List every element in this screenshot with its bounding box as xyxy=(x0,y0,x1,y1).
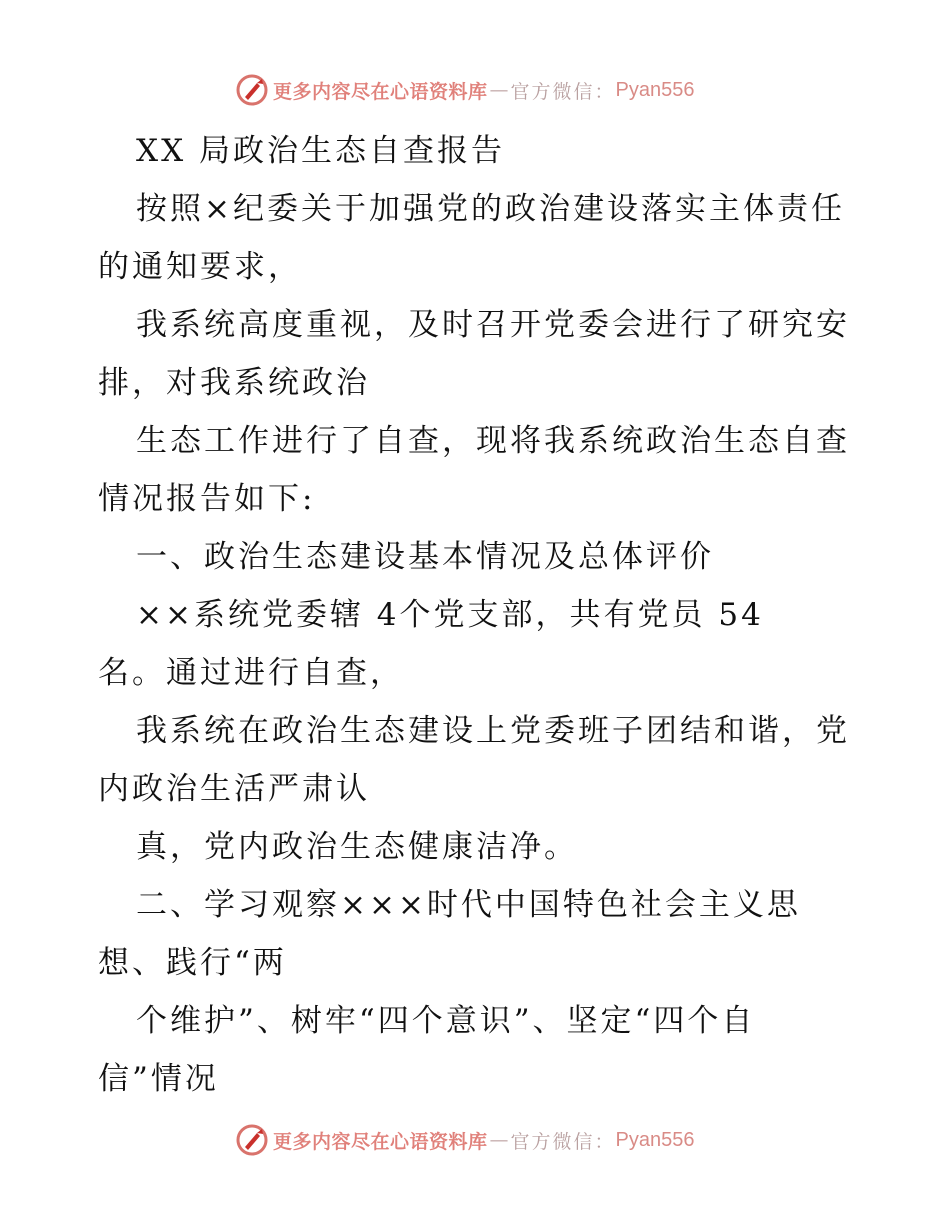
paragraph-line: 真，党内政治生态健康洁净。 xyxy=(136,829,578,865)
section-heading: 一、政治生态建设基本情况及总体评价 xyxy=(136,539,714,575)
watermark-wechat-id: Pyan556 xyxy=(615,78,695,101)
paragraph-line: 内政治生活严肃认 xyxy=(98,771,370,807)
paragraph-line: ××系统党委辖 4个党支部，共有党员 54 xyxy=(136,597,764,633)
watermark-official-label: 官方微信： xyxy=(510,80,616,103)
watermark-dash: — xyxy=(489,1129,509,1151)
watermark-footer xyxy=(235,1122,695,1158)
paragraph-line: 信”情况 xyxy=(98,1061,219,1097)
watermark-text: 更多内容尽在心语资料库 xyxy=(273,80,488,103)
paragraph-line: 个维护”、树牢“四个意识”、坚定“四个自 xyxy=(136,1003,756,1039)
paragraph-line: 名。通过进行自查， xyxy=(98,655,404,691)
paragraph-line: 我系统在政治生态建设上党委班子团结和谐，党 xyxy=(136,713,850,749)
paragraph-line: 想、践行“两 xyxy=(98,945,287,981)
watermark-official-label: 官方微信： xyxy=(510,1130,616,1153)
pen-nib-circle-icon xyxy=(235,1123,269,1157)
watermark-dash: — xyxy=(489,79,509,101)
paragraph-line: 生态工作进行了自查，现将我系统政治生态自查 xyxy=(136,423,850,459)
document-title: XX 局政治生态自查报告 xyxy=(136,133,505,169)
paragraph-line: 情况报告如下: xyxy=(98,481,316,517)
paragraph-line: 我系统高度重视，及时召开党委会进行了研究安 xyxy=(136,307,850,343)
watermark-wechat-id: Pyan556 xyxy=(615,1128,695,1151)
paragraph-line: 的通知要求， xyxy=(98,249,302,285)
pen-nib-circle-icon xyxy=(235,73,269,107)
watermark-header xyxy=(235,72,695,108)
section-heading: 二、学习观察×××时代中国特色社会主义思 xyxy=(136,887,801,923)
document-body xyxy=(98,122,858,1108)
watermark-text: 更多内容尽在心语资料库 xyxy=(273,1130,488,1153)
paragraph-line: 排，对我系统政治 xyxy=(98,365,370,401)
paragraph-line: 按照×纪委关于加强党的政治建设落实主体责任 xyxy=(136,191,845,227)
